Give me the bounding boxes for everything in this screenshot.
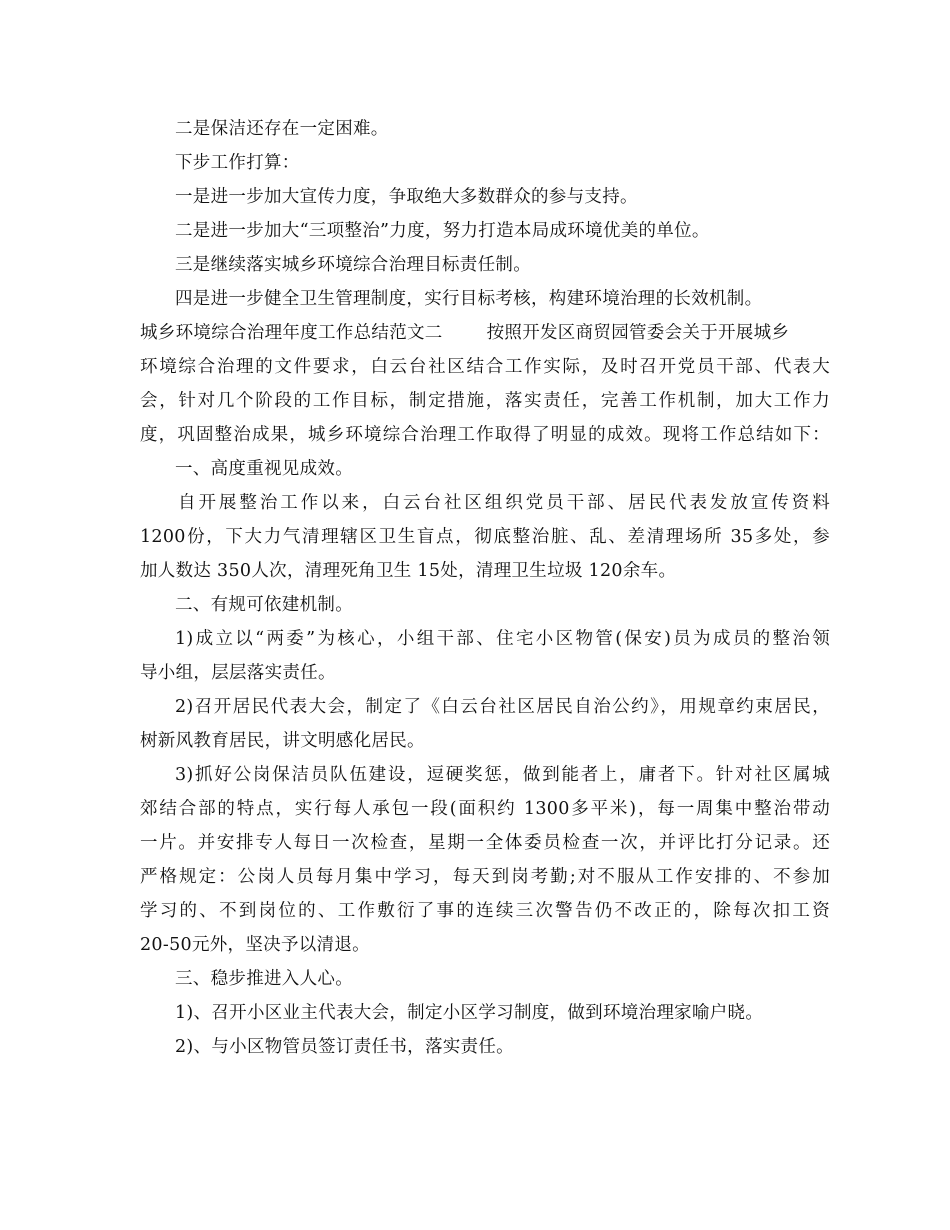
section-title: 城乡环境综合治理年度工作总结范文二: [140, 323, 443, 343]
paragraph-line: 二是进一步加大“三项整治”力度，努力打造本局成环境优美的单位。: [175, 221, 710, 241]
paragraph-line: 会，针对几个阶段的工作目标，制定措施，落实责任，完善工作机制，加大工作力: [140, 391, 830, 411]
paragraph-line: 四是进一步健全卫生管理制度，实行目标考核，构建环境治理的长效机制。: [175, 289, 763, 309]
paragraph-line: 2)、与小区物管员签订责任书，落实责任。: [175, 1037, 514, 1057]
paragraph-line: 环境综合治理的文件要求，白云台社区结合工作实际，及时召开党员干部、代表大: [140, 357, 830, 377]
paragraph-line: 加人数达 350人次，清理死角卫生 15处，清理卫生垃圾 120余车。: [140, 561, 677, 581]
paragraph-line: 3)抓好公岗保洁员队伍建设，逗硬奖惩，做到能者上，庸者下。针对社区属城: [175, 765, 830, 785]
heading-line: 二、有规可依建机制。: [175, 595, 353, 615]
paragraph-line: 郊结合部的特点，实行每人承包一段(面积约 1300多平米)，每一周集中整治带动: [140, 799, 830, 819]
paragraph-line: 1)、召开小区业主代表大会，制定小区学习制度，做到环境治理家喻户晓。: [175, 1003, 764, 1023]
paragraph-line: 一片。并安排专人每日一次检查，星期一全体委员检查一次，并评比打分记录。还: [140, 833, 830, 853]
document-body: [140, 112, 830, 1064]
paragraph-line: 学习的、不到岗位的、工作敷衍了事的连续三次警告仍不改正的，除每次扣工资: [140, 901, 830, 921]
paragraph-text: 按照开发区商贸园管委会关于开展城乡: [486, 323, 790, 343]
paragraph-line: 2)召开居民代表大会，制定了《白云台社区居民自治公约》，用规章约束居民，: [175, 697, 830, 717]
paragraph-line: 1)成立以“两委”为核心，小组干部、住宅小区物管(保安)员为成员的整治领: [175, 629, 830, 649]
section-title-line: [140, 316, 830, 350]
paragraph-line: 20-50元外，坚决予以清退。: [140, 935, 370, 955]
heading-line: 一、高度重视见成效。: [175, 459, 353, 479]
paragraph-line: 1200份，下大力气清理辖区卫生盲点，彻底整治脏、乱、差清理场所 35多处，参: [140, 527, 830, 547]
paragraph-line: 度，巩固整治成果，城乡环境综合治理工作取得了明显的成效。现将工作总结如下：: [140, 425, 830, 445]
heading-line: 三、稳步推进入人心。: [175, 969, 353, 989]
paragraph-line: 三是继续落实城乡环境综合治理目标责任制。: [175, 255, 531, 275]
paragraph-line: 树新风教育居民，讲文明感化居民。: [140, 731, 425, 751]
paragraph-line: 一是进一步加大宣传力度，争取绝大多数群众的参与支持。: [175, 187, 638, 207]
paragraph-line: 下步工作打算：: [175, 153, 300, 173]
paragraph-line: 二是保洁还存在一定困难。: [175, 119, 389, 139]
paragraph-line: 严格规定：公岗人员每月集中学习，每天到岗考勤;对不服从工作安排的、不参加: [140, 867, 830, 887]
paragraph-line: 导小组，层层落实责任。: [140, 663, 336, 683]
paragraph-line: 自开展整治工作以来，白云台社区组织党员干部、居民代表发放宣传资料: [178, 493, 830, 513]
